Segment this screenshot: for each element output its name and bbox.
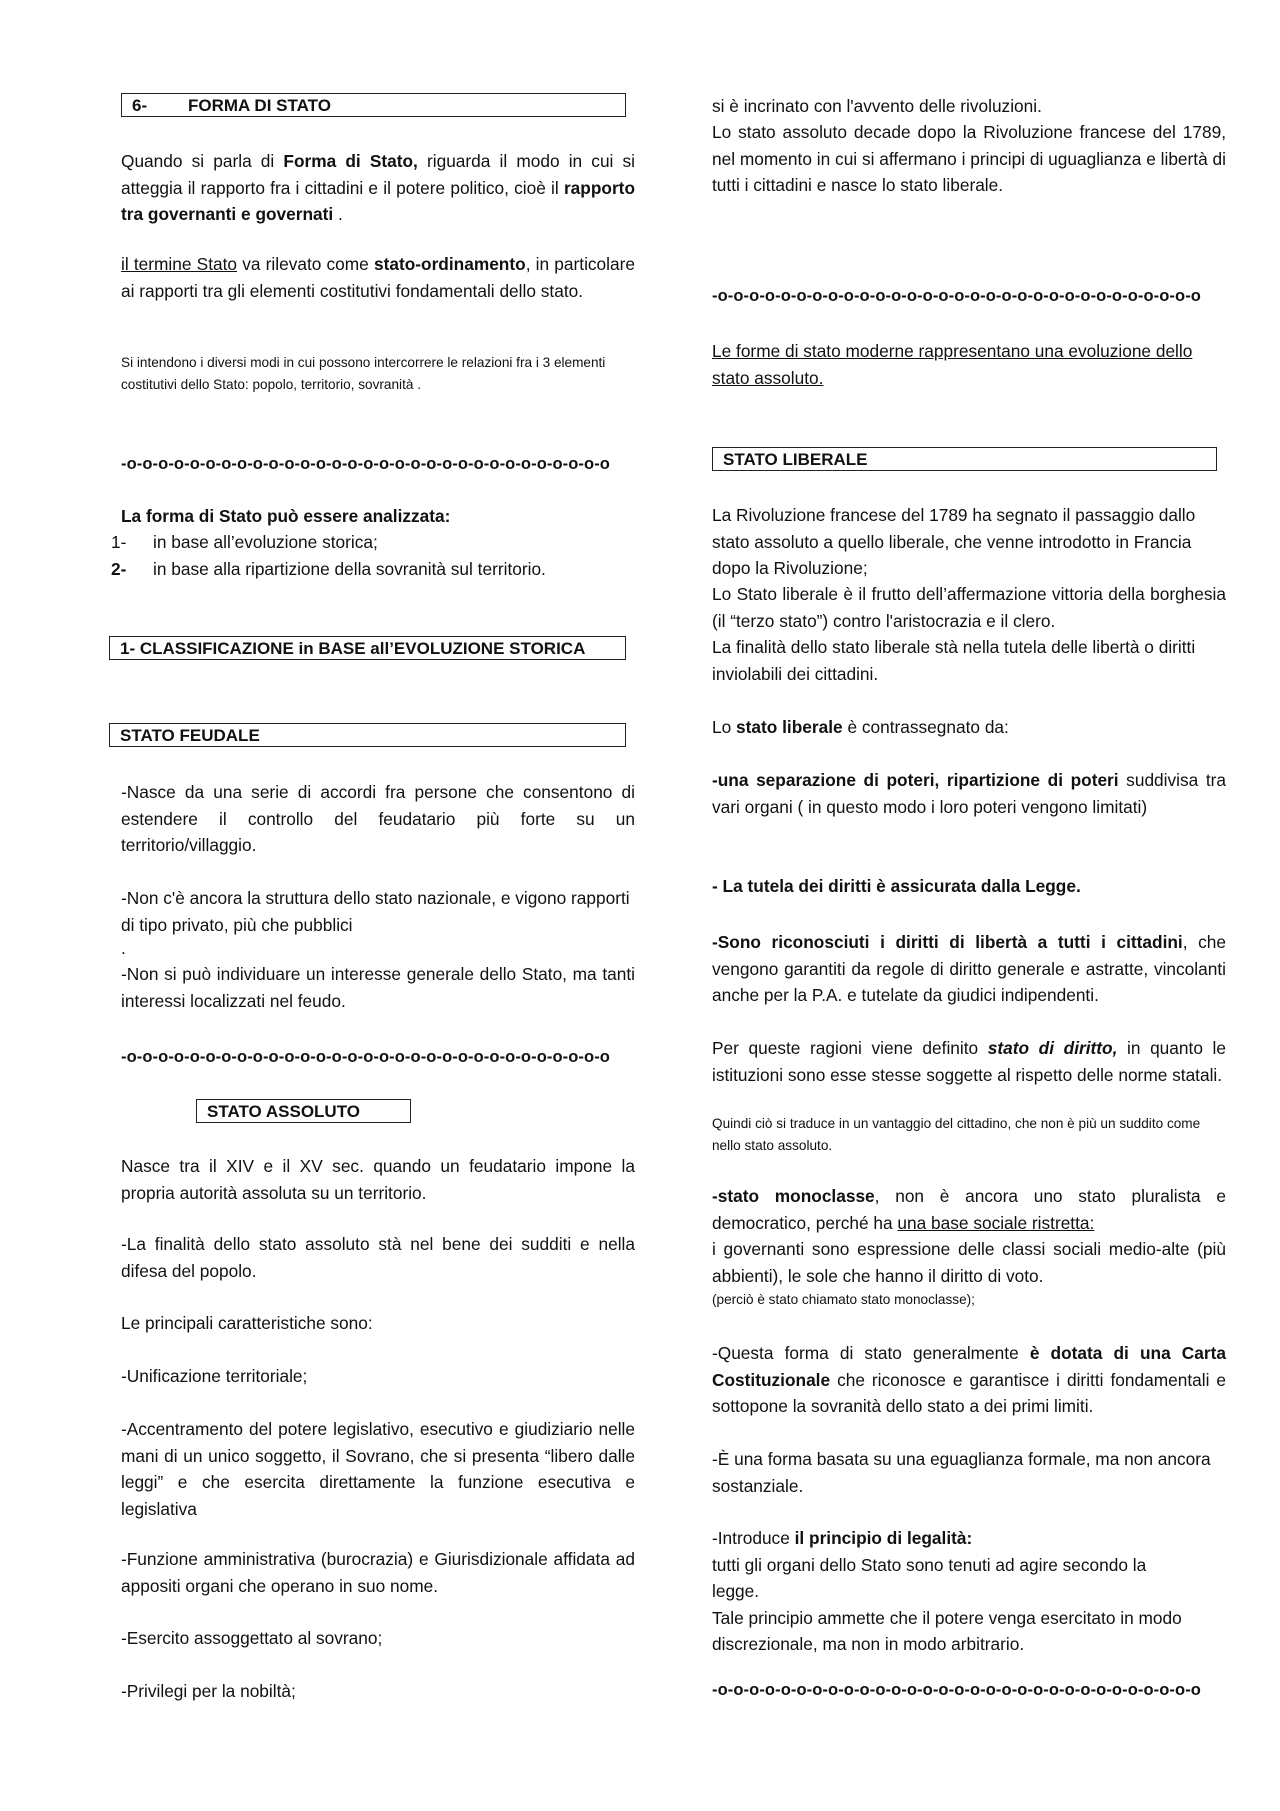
list-item bbox=[111, 529, 635, 556]
monoclass-underlined: una base sociale ristretta: bbox=[897, 1212, 1095, 1233]
term-text-d: , in particolare ai rapporti tra gli elementi costitutivi fondamentali dello stato. bbox=[121, 254, 635, 301]
freedom-text: , che vengono garantiti da regole di diritto generale e astratte, vincolanti anche per la P.A. e tutelate da giudici indipendenti. bbox=[712, 932, 1226, 1005]
liberal-title-box: STATO LIBERALE bbox=[712, 447, 1217, 471]
continued-paragraph: Lo stato assoluto decade dopo la Rivoluzione francese del 1789, nel momento in cui si affermano i principi di uguaglianza e libertà di tutti i cittadini e nasce lo stato liberale. bbox=[712, 122, 1226, 195]
rights-law-bold: - La tutela dei diritti è assicurata dalla Legge. bbox=[712, 876, 1081, 896]
separator-2: -o-o-o-o-o-o-o-o-o-o-o-o-o-o-o-o-o-o-o-o-o-o-o-o-o-o-o-o-o-o-o bbox=[121, 1048, 610, 1066]
analysis-list bbox=[111, 529, 635, 582]
list-text: in base all’evoluzione storica; bbox=[153, 532, 378, 552]
freedom-bold: -Sono riconosciuti i diritti di libertà a tutti i cittadini bbox=[712, 932, 1183, 952]
absolute-paragraph-2: -La finalità dello stato assoluto stà nel bene dei sudditi e nella difesa del popolo. bbox=[121, 1234, 635, 1281]
intro-text-bold: Forma di Stato, bbox=[283, 151, 418, 171]
absolute-title-box: STATO ASSOLUTO bbox=[196, 1099, 411, 1123]
term-bold: stato-ordinamento bbox=[373, 254, 526, 274]
legality-text-d: Tale principio ammette che il potere venga esercitato in modo discrezionale, ma non in modo arbitrario. bbox=[712, 1607, 1182, 1654]
legality-paragraph bbox=[712, 1525, 1226, 1658]
modern-forms bbox=[712, 338, 1226, 391]
intro-text-e: . bbox=[333, 204, 343, 224]
rule-bold-italic: stato di diritto, bbox=[987, 1038, 1118, 1058]
liberal-paragraph-1: La Rivoluzione francese del 1789 ha segnato il passaggio dallo stato assoluto a quello liberale, che venne introdotto in Francia dopo la Rivoluzione; bbox=[712, 505, 1196, 578]
equality-paragraph: -È una forma basata su una eguaglianza formale, ma non ancora sostanziale. bbox=[712, 1449, 1211, 1496]
separator-right-2: -o-o-o-o-o-o-o-o-o-o-o-o-o-o-o-o-o-o-o-o-o-o-o-o-o-o-o-o-o-o-o bbox=[712, 1681, 1201, 1699]
absolute-paragraph-4: -Unificazione territoriale; bbox=[121, 1366, 308, 1386]
heading-title: FORMA DI STATO bbox=[188, 96, 331, 115]
charter-paragraph bbox=[712, 1340, 1226, 1420]
separator-right-1: -o-o-o-o-o-o-o-o-o-o-o-o-o-o-o-o-o-o-o-o-o-o-o-o-o-o-o-o-o-o-o bbox=[712, 287, 1201, 305]
intro-text-a: Quando si parla di bbox=[121, 151, 284, 171]
modern-forms-text: Le forme di stato moderne rappresentano una evoluzione dello stato assoluto. bbox=[712, 341, 1193, 388]
feudal-paragraph-1: -Nasce da una serie di accordi fra persone che consentono di estendere il controllo del feudatario più forte su un territorio/villaggio. bbox=[121, 782, 635, 855]
monoclass-paragraph bbox=[712, 1183, 1226, 1289]
freedom-paragraph bbox=[712, 929, 1226, 1009]
list-number: 2- bbox=[111, 558, 127, 579]
liberal-paragraph-2: Lo Stato liberale è il frutto dell’affermazione vittoria della borghesia (il “terzo stato”) contro l'aristocrazia e il clero. bbox=[712, 584, 1226, 631]
charter-text-c: che riconosce e garantisce i diritti fondamentali e sottopone la sovranità dello stato a dei primi limiti. bbox=[712, 1369, 1226, 1416]
feudal-dot: . bbox=[121, 938, 126, 958]
marked-text-a: Lo bbox=[712, 717, 737, 737]
monoclass-text-b: , non è ancora uno stato pluralista e democratico, perché ha bbox=[712, 1186, 1226, 1233]
monoclass-text-d: i governanti sono espressione delle classi sociali medio-alte (più abbienti), le sole che hanno il diritto di voto. bbox=[712, 1239, 1226, 1286]
list-item bbox=[111, 556, 635, 583]
liberal-paragraph-3: La finalità dello stato liberale stà nella tutela delle libertà o diritti inviolabili dei cittadini. bbox=[712, 637, 1196, 684]
absolute-paragraph-8: -Privilegi per la nobiltà; bbox=[121, 1681, 296, 1701]
legality-bold: il principio di legalità: bbox=[794, 1528, 973, 1548]
feudal-title-box: STATO FEUDALE bbox=[109, 723, 626, 747]
small-note: Si intendono i diversi modi in cui possono intercorrere le relazioni fra i 3 elementi costitutivi dello Stato: popolo, territorio, sovranità . bbox=[121, 355, 606, 392]
small-note-1: Quindi ciò si traduce in un vantaggio del cittadino, che non è più un suddito come nello stato assoluto. bbox=[712, 1116, 1201, 1153]
absolute-paragraph-3: Le principali caratteristiche sono: bbox=[121, 1313, 373, 1333]
small-note-2: (perciò è stato chiamato stato monoclasse); bbox=[712, 1292, 975, 1307]
term-paragraph bbox=[121, 251, 635, 304]
feudal-paragraph-3: -Non si può individuare un interesse generale dello Stato, ma tanti interessi localizzati nel feudo. bbox=[121, 964, 635, 1011]
term-underlined: il termine Stato bbox=[121, 254, 238, 274]
separator-1: -o-o-o-o-o-o-o-o-o-o-o-o-o-o-o-o-o-o-o-o-o-o-o-o-o-o-o-o-o-o-o bbox=[121, 455, 610, 473]
absolute-paragraph-1: Nasce tra il XIV e il XV sec. quando un feudatario impone la propria autorità assoluta su un territorio. bbox=[121, 1156, 635, 1203]
legality-text-a: -Introduce bbox=[712, 1528, 795, 1548]
marked-bold: stato liberale bbox=[736, 717, 843, 737]
rule-text-a: Per queste ragioni viene definito bbox=[712, 1038, 988, 1058]
heading-box bbox=[121, 93, 626, 117]
analysis-title-text: La forma di Stato può essere analizzata: bbox=[121, 506, 451, 526]
separation-bold: -una separazione di poteri, ripartizione di poteri bbox=[712, 770, 1119, 790]
rule-of-law bbox=[712, 1035, 1226, 1088]
classification-box: 1- CLASSIFICAZIONE in BASE all’EVOLUZIONE STORICA bbox=[109, 636, 626, 660]
charter-bold: è dotata di una Carta Costituzionale bbox=[712, 1343, 1226, 1390]
separation-of-powers bbox=[712, 767, 1226, 820]
charter-text-a: -Questa forma di stato generalmente bbox=[712, 1343, 1030, 1363]
analysis-title bbox=[121, 503, 635, 530]
list-text: in base alla ripartizione della sovranità sul territorio. bbox=[153, 558, 546, 579]
monoclass-bold: -stato monoclasse bbox=[712, 1186, 875, 1206]
separation-text: suddivisa tra vari organi ( in questo modo i loro poteri vengono limitati) bbox=[712, 770, 1226, 817]
intro-text-bold-2: rapporto tra governanti e governati bbox=[121, 177, 635, 224]
feudal-paragraph-2: -Non c'è ancora la struttura dello stato nazionale, e vigono rapporti di tipo privato, più che pubblici bbox=[121, 888, 630, 935]
absolute-paragraph-7: -Esercito assoggettato al sovrano; bbox=[121, 1628, 383, 1648]
absolute-paragraph-6: -Funzione amministrativa (burocrazia) e Giurisdizionale affidata ad appositi organi che operano in suo nome. bbox=[121, 1549, 635, 1596]
rule-text-c: in quanto le istituzioni sono esse stesse soggette al rispetto delle norme statali. bbox=[712, 1038, 1226, 1085]
rights-law bbox=[712, 873, 1226, 900]
continued-line: si è incrinato con l'avvento delle rivoluzioni. bbox=[712, 96, 1042, 116]
marked-by bbox=[712, 714, 1226, 741]
absolute-paragraph-5: -Accentramento del potere legislativo, esecutivo e giudiziario nelle mani di un unico soggetto, il Sovrano, che si presenta “libero dalle leggi” e che esercita direttamente la funzione esecutiva e legislativa bbox=[121, 1419, 635, 1519]
marked-text-c: è contrassegnato da: bbox=[842, 717, 1009, 737]
intro-text-c: riguarda il modo in cui si atteggia il rapporto fra i cittadini e il potere politico, cioè il bbox=[121, 151, 636, 198]
intro-paragraph bbox=[121, 148, 635, 228]
legality-text-c: tutti gli organi dello Stato sono tenuti ad agire secondo la legge. bbox=[712, 1554, 1147, 1601]
heading-number: 6- bbox=[132, 96, 148, 115]
list-number: 1- bbox=[111, 532, 127, 552]
term-text-b: va rilevato come bbox=[237, 254, 374, 274]
